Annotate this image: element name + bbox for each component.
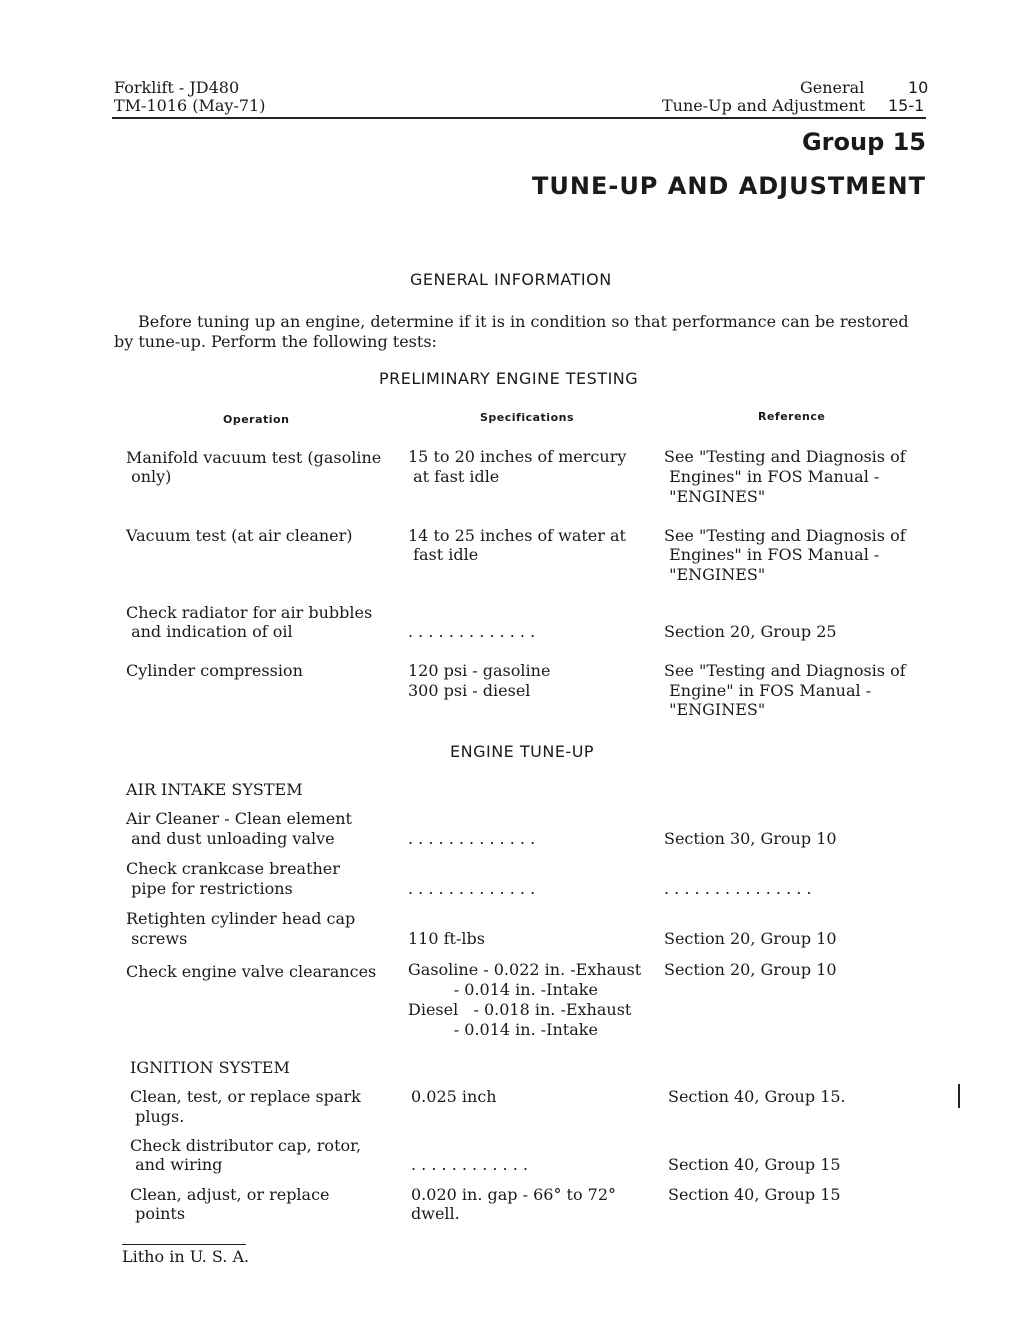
operation-text: Vacuum test (at air cleaner) (126, 526, 353, 545)
reference-text: Section 30, Group 10 (664, 829, 837, 848)
operation-text: and wiring (130, 1155, 223, 1174)
operation-text: only) (126, 467, 172, 486)
intro-paragraph-line-1: Before tuning up an engine, determine if it is in condition so that performance can be restored (138, 312, 909, 331)
operation-text: Check radiator for air bubbles (126, 603, 373, 622)
specification-text: 300 psi - diesel (408, 681, 531, 700)
specification-text: Gasoline - 0.022 in. -Exhaust (408, 960, 642, 979)
specification-leader-dots: . . . . . . . . . . . . . (408, 622, 536, 641)
operation-text: and indication of oil (126, 622, 293, 641)
operation-text: Check engine valve clearances (126, 962, 377, 981)
header-group-label: Tune-Up and Adjustment (662, 96, 866, 115)
reference-text: Section 40, Group 15. (668, 1087, 846, 1106)
reference-text: Section 40, Group 15 (668, 1185, 841, 1204)
header-section-label: General (800, 78, 865, 97)
operation-text: Clean, test, or replace spark (130, 1087, 361, 1106)
reference-text: Section 20, Group 10 (664, 960, 837, 979)
reference-text: Section 20, Group 10 (664, 929, 837, 948)
header-section-number: 10 (908, 78, 929, 97)
reference-text: See "Testing and Diagnosis of (664, 526, 906, 545)
specification-text: 110 ft-lbs (408, 929, 485, 948)
operation-text: plugs. (130, 1107, 185, 1126)
operation-text: Cylinder compression (126, 661, 303, 680)
reference-text: Section 20, Group 25 (664, 622, 837, 641)
reference-text: "ENGINES" (664, 487, 766, 506)
air-intake-section-label: AIR INTAKE SYSTEM (126, 780, 303, 799)
reference-text: "ENGINES" (664, 700, 766, 719)
reference-text: "ENGINES" (664, 565, 766, 584)
operation-text: Manifold vacuum test (gasoline (126, 448, 382, 467)
header-rule (112, 117, 926, 119)
operation-text: screws (126, 929, 188, 948)
specification-leader-dots: . . . . . . . . . . . . . (408, 829, 536, 848)
column-header-specifications: Specifications (480, 411, 575, 424)
reference-text: Engines" in FOS Manual - (664, 545, 880, 564)
reference-text: Engines" in FOS Manual - (664, 467, 880, 486)
engine-tuneup-heading: ENGINE TUNE-UP (450, 742, 595, 761)
operation-text: Retighten cylinder head cap (126, 909, 356, 928)
operation-text: Air Cleaner - Clean element (126, 809, 352, 828)
specification-text: 0.025 inch (411, 1087, 497, 1106)
operation-text: pipe for restrictions (126, 879, 293, 898)
specification-text: 15 to 20 inches of mercury (408, 447, 627, 466)
specification-leader-dots: . . . . . . . . . . . . . (408, 879, 536, 898)
reference-text: See "Testing and Diagnosis of (664, 447, 906, 466)
header-page-number: 15-1 (888, 96, 925, 115)
specification-leader-dots: . . . . . . . . . . . . (411, 1155, 528, 1174)
specification-text: - 0.014 in. -Intake (408, 1020, 598, 1039)
specification-text: 120 psi - gasoline (408, 661, 551, 680)
page-title: TUNE-UP AND ADJUSTMENT (532, 172, 926, 200)
header-manual-number: TM-1016 (May-71) (114, 96, 266, 115)
operation-text: Check crankcase breather (126, 859, 340, 878)
operation-text: Clean, adjust, or replace (130, 1185, 330, 1204)
operation-text: points (130, 1204, 186, 1223)
change-bar (958, 1084, 960, 1108)
operation-text: and dust unloading valve (126, 829, 335, 848)
specification-text: Diesel - 0.018 in. -Exhaust (408, 1000, 632, 1019)
footer-rule (122, 1244, 246, 1245)
reference-text: See "Testing and Diagnosis of (664, 661, 906, 680)
group-title: Group 15 (801, 128, 926, 156)
column-header-operation: Operation (223, 413, 290, 426)
reference-leader-dots: . . . . . . . . . . . . . . . (664, 879, 812, 898)
general-information-heading: GENERAL INFORMATION (410, 270, 612, 289)
specification-text: 14 to 25 inches of water at (408, 526, 626, 545)
specification-text: fast idle (408, 545, 479, 564)
specification-text: - 0.014 in. -Intake (408, 980, 598, 999)
ignition-section-label: IGNITION SYSTEM (130, 1058, 290, 1077)
intro-paragraph-line-2: by tune-up. Perform the following tests: (114, 332, 437, 351)
specification-text: 0.020 in. gap - 66° to 72° (411, 1185, 617, 1204)
column-header-reference: Reference (758, 410, 826, 423)
specification-text: at fast idle (408, 467, 500, 486)
preliminary-testing-heading: PRELIMINARY ENGINE TESTING (379, 369, 639, 388)
footer-litho: Litho in U. S. A. (122, 1247, 250, 1266)
specification-text: dwell. (411, 1204, 460, 1223)
operation-text: Check distributor cap, rotor, (130, 1136, 362, 1155)
reference-text: Section 40, Group 15 (668, 1155, 841, 1174)
reference-text: Engine" in FOS Manual - (664, 681, 872, 700)
header-model: Forklift - JD480 (114, 78, 240, 97)
